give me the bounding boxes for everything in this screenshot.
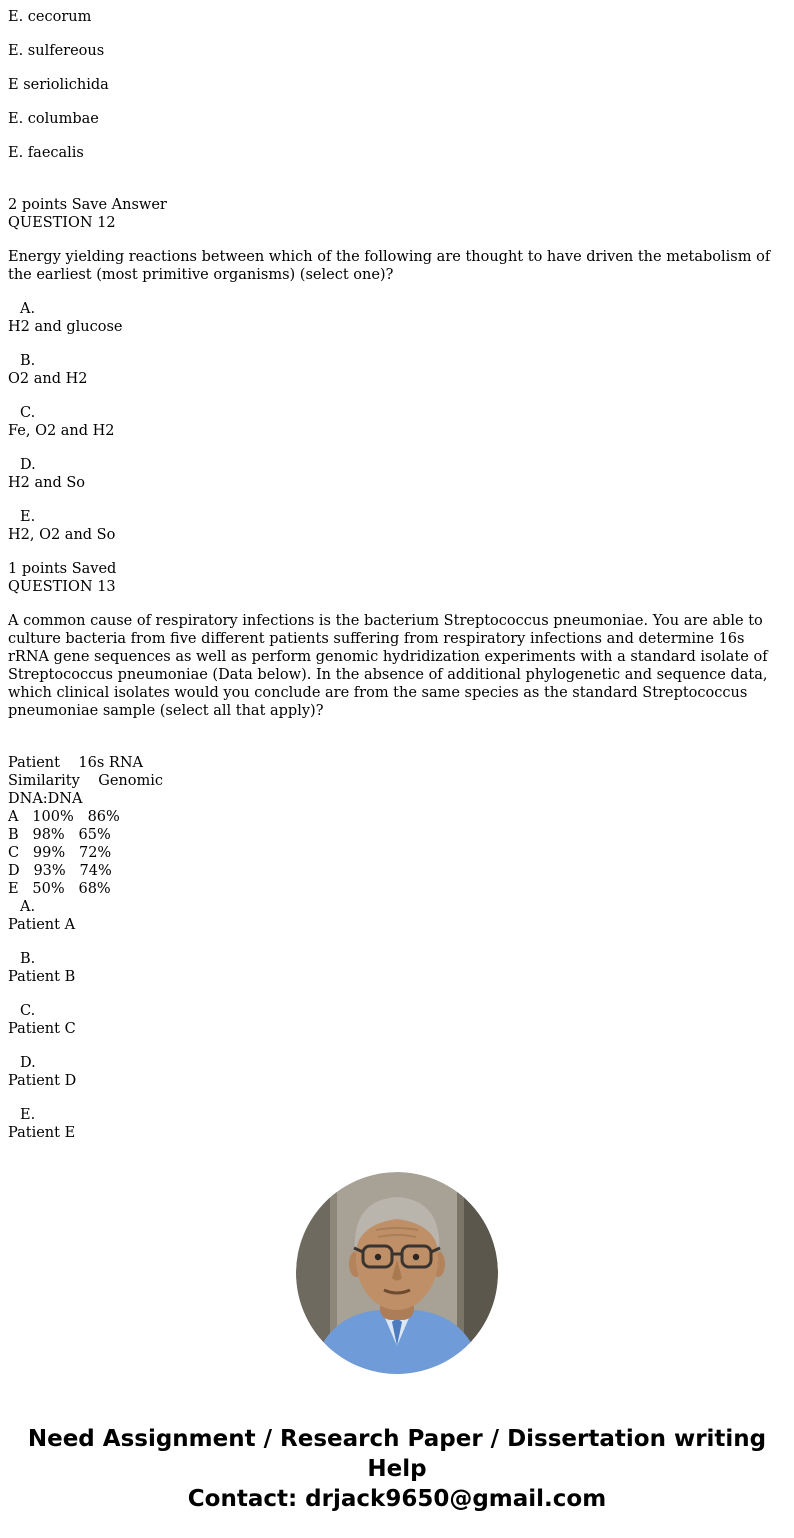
answer-option[interactable]: [8, 1002, 786, 1038]
option-letter: D.: [20, 457, 36, 473]
save-answer-button[interactable]: Save Answer: [71, 197, 167, 213]
answer-option[interactable]: E. sulfereous: [8, 43, 105, 59]
answer-option[interactable]: [8, 898, 786, 934]
table-row: A 100% 86%: [8, 809, 120, 825]
answer-option[interactable]: [8, 404, 786, 440]
option-text: H2 and glucose: [8, 319, 123, 335]
question13-title: QUESTION 13: [8, 579, 116, 595]
option-text: Fe, O2 and H2: [8, 423, 115, 439]
option-letter: A.: [20, 301, 36, 317]
option-text: Patient E: [8, 1125, 76, 1141]
table-row: E 50% 68%: [8, 881, 111, 897]
question13-prompt: A common cause of respiratory infections is the bacterium Streptococcus pneumoniae. You are able to culture bacteria from five different patients suffering from respiratory infections and determine 16s rRNA gene sequences as well as perform genomic hydridization experiments with a standard isolate of Streptococcus pneumoniae (Data below). In the absence of additional phylogenetic and sequence data, which clinical isolates would you conclude are from the same species as the standard Streptococcus pneumoniae sample (select all that apply)?: [8, 613, 768, 719]
answer-option[interactable]: [8, 300, 786, 336]
question12-prompt: Energy yielding reactions between which of the following are thought to have driven the metabolism of the earliest (most primitive organisms) (select one)?: [8, 249, 771, 283]
option-text: H2, O2 and So: [8, 527, 116, 543]
points-status-line: [8, 196, 786, 214]
answer-option[interactable]: [8, 1054, 786, 1090]
answer-option[interactable]: [8, 1106, 786, 1142]
similarity-data-table: [8, 754, 786, 898]
footer-ad: [8, 1424, 786, 1514]
answer-option[interactable]: E. faecalis: [8, 145, 84, 161]
question12-header-block: [8, 196, 786, 232]
option-letter: D.: [20, 1055, 36, 1071]
table-row: B 98% 65%: [8, 827, 111, 843]
option-text: O2 and H2: [8, 371, 88, 387]
points-label: 1 points: [8, 561, 68, 577]
points-label: 2 points: [8, 197, 68, 213]
question13-header-block: [8, 560, 786, 596]
option-letter: A.: [20, 899, 36, 915]
answer-option[interactable]: E. columbae: [8, 111, 99, 127]
question12-title: QUESTION 12: [8, 215, 116, 231]
option-text: Patient B: [8, 969, 76, 985]
option-text: Patient A: [8, 917, 76, 933]
points-status-line: [8, 560, 786, 578]
saved-status-badge: Saved: [71, 561, 117, 577]
answer-option[interactable]: [8, 950, 786, 986]
option-text: H2 and So: [8, 475, 86, 491]
option-letter: B.: [20, 951, 36, 967]
option-letter: C.: [20, 405, 36, 421]
answer-option[interactable]: E seriolichida: [8, 77, 109, 93]
option-letter: C.: [20, 1003, 36, 1019]
table-line: Similarity Genomic: [8, 773, 164, 789]
question11-options: [8, 8, 786, 162]
option-letter: B.: [20, 353, 36, 369]
option-text: Patient C: [8, 1021, 76, 1037]
answer-option[interactable]: [8, 456, 786, 492]
option-letter: E.: [20, 509, 36, 525]
option-letter: E.: [20, 1107, 36, 1123]
table-row: D 93% 74%: [8, 863, 112, 879]
footer-heading: Need Assignment / Research Paper / Dissertation writing Help: [27, 1426, 767, 1482]
table-row: C 99% 72%: [8, 845, 112, 861]
answer-option[interactable]: E. cecorum: [8, 9, 92, 25]
answer-option[interactable]: [8, 352, 786, 388]
footer-contact-email: Contact: drjack9650@gmail.com: [187, 1486, 607, 1512]
table-line: DNA:DNA: [8, 791, 83, 807]
option-text: Patient D: [8, 1073, 77, 1089]
question13-options: [8, 898, 786, 1142]
portrait-photo: [296, 1172, 498, 1374]
question12-options: [8, 300, 786, 544]
portrait-photo-container: [8, 1172, 786, 1374]
table-line: Patient 16s RNA: [8, 755, 143, 771]
answer-option[interactable]: [8, 508, 786, 544]
